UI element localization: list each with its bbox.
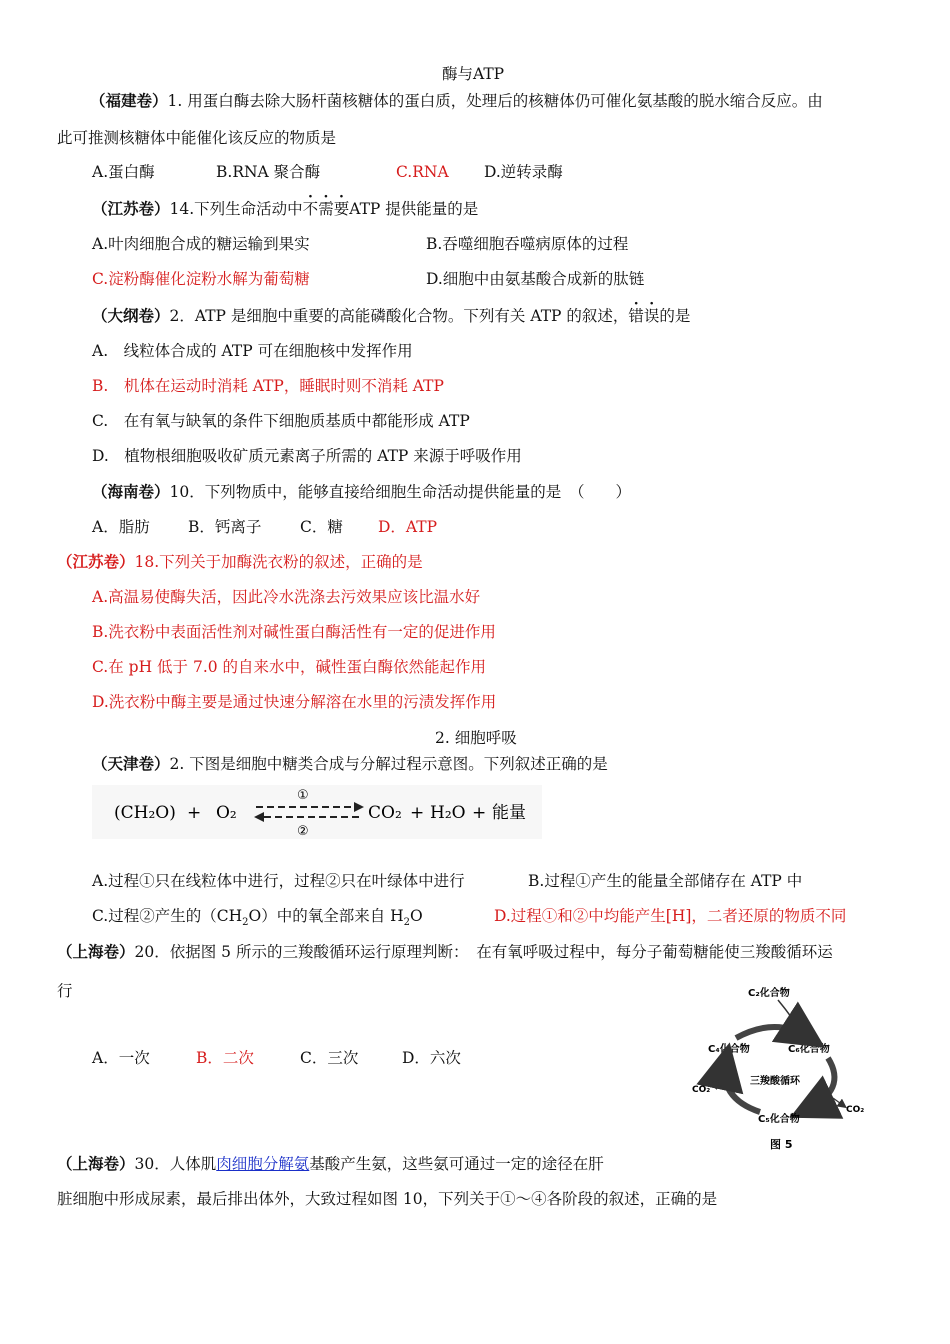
- equation-term: (CH₂O): [114, 803, 176, 823]
- question-source: （上海卷）: [57, 1154, 135, 1173]
- c2-label: C₂化合物: [748, 988, 790, 999]
- option-a-answer: A.高温易使酶失活，因此冷水洗涤去污效果应该比温水好: [92, 588, 481, 606]
- c6-label: C₆化合物: [788, 1044, 830, 1055]
- equation-plus: +: [410, 803, 425, 823]
- question-source: （上海卷）: [57, 942, 135, 961]
- option-c: C. 在有氧与缺氧的条件下细胞质基质中都能形成 ATP: [92, 412, 470, 430]
- cycle-arrow-top: [736, 1027, 810, 1038]
- option-c: [92, 906, 423, 933]
- question-7-line1: [57, 942, 833, 962]
- question-8-line2: 脏细胞中形成尿素，最后排出体外，大致过程如图 10，下列关于①～④各阶段的叙述，正确的是: [57, 1190, 718, 1208]
- figure-caption: 图 5: [770, 1138, 793, 1151]
- question-5-line: [57, 552, 423, 572]
- option-a: A. 线粒体合成的 ATP 可在细胞核中发挥作用: [92, 342, 413, 360]
- equation-term: CO₂: [368, 803, 402, 823]
- question-1-line1: [90, 91, 823, 111]
- co2-left-label: CO₂: [692, 1085, 711, 1095]
- question-source: （海南卷）: [92, 482, 170, 501]
- c5-label: C₅化合物: [758, 1114, 800, 1125]
- question-text: 10．下列物质中，能够直接给细胞生命活动提供能量的是 （ ）: [169, 483, 631, 501]
- option-d-answer: D．ATP: [378, 518, 438, 536]
- option-a: A.叶肉细胞合成的糖运输到果实: [92, 235, 310, 253]
- hyperlink-text[interactable]: 肉细胞分解氨: [216, 1155, 310, 1173]
- question-text: 30．人体肌: [134, 1155, 217, 1173]
- option-a: A.蛋白酶: [92, 163, 155, 181]
- option-c-answer: C.淀粉酶催化淀粉水解为葡萄糖: [92, 270, 310, 288]
- option-c-answer: C.RNA: [396, 163, 449, 181]
- equation-term: 能量: [492, 803, 526, 823]
- section-title: 2. 细胞呼吸: [435, 729, 517, 747]
- equation-plus: +: [472, 803, 487, 823]
- page-title: 酶与ATP: [442, 65, 505, 83]
- question-text: 18.下列关于加酶洗衣粉的叙述，正确的是: [134, 553, 423, 571]
- emphasis-char: 错: [628, 307, 644, 325]
- option-d-answer: D.过程①和②中均能产生[H]，二者还原的物质不同: [494, 907, 847, 925]
- option-b-answer: B．二次: [196, 1049, 254, 1067]
- question-text: 14.下列生命活动中: [169, 200, 303, 218]
- emphasis-char: 需: [318, 200, 334, 218]
- co2-right-arrow: [833, 1098, 844, 1106]
- option-c-answer: C.在 pH 低于 7.0 的自来水中，碱性蛋白酶依然能起作用: [92, 658, 487, 676]
- question-8-line1: [57, 1154, 604, 1174]
- option-b-answer: B.洗衣粉中表面活性剂对碱性蛋白酶活性有一定的促进作用: [92, 623, 496, 641]
- option-b: B.吞噬细胞吞噬病原体的过程: [426, 235, 629, 253]
- option-d: D.逆转录酶: [484, 163, 563, 181]
- question-source: （江苏卷）: [92, 199, 170, 218]
- co2-left-arrow: [712, 1084, 722, 1086]
- question-2-line: [92, 199, 478, 219]
- question-text-tail: 基酸产生氨，这些氨可通过一定的途径在肝: [309, 1155, 604, 1173]
- cycle-center-label: 三羧酸循环: [750, 1076, 800, 1087]
- equation-plus: +: [187, 803, 202, 823]
- option-a: A.过程①只在线粒体中进行，过程②只在叶绿体中进行: [92, 872, 465, 890]
- option-d: D．六次: [402, 1049, 461, 1067]
- question-3-line: [92, 306, 690, 326]
- option-c: C．三次: [300, 1049, 359, 1067]
- question-text-tail: ATP 提供能量的是: [349, 200, 479, 218]
- option-b-answer: B. 机体在运动时消耗 ATP，睡眠时则不消耗 ATP: [92, 377, 444, 395]
- question-text: 1. 用蛋白酶去除大肠杆菌核糖体的蛋白质，处理后的核糖体仍可催化氨基酸的脱水缩合反应。由: [167, 92, 823, 110]
- question-source: （江苏卷）: [57, 552, 135, 571]
- question-text-tail: 的是: [659, 307, 691, 325]
- option-d: D.细胞中由氨基酸合成新的肽链: [426, 270, 645, 288]
- emphasis-char: 要: [333, 200, 350, 218]
- option-a: A．一次: [92, 1049, 150, 1067]
- tca-cycle-figure: [688, 980, 878, 1155]
- c2-input-arrow: [778, 1000, 796, 1024]
- option-a: A．脂肪: [92, 518, 150, 536]
- option-text: C.过程②产生的（CH: [92, 907, 243, 925]
- subscript: 2: [242, 917, 249, 929]
- cycle-arrow-right: [806, 1058, 834, 1110]
- option-d: D. 植物根细胞吸收矿质元素离子所需的 ATP 来源于呼吸作用: [92, 447, 522, 465]
- emphasis-char: 误: [643, 307, 660, 325]
- question-4-line: [92, 482, 631, 502]
- question-6-line: [92, 754, 608, 774]
- reaction-equation-figure: [92, 785, 542, 839]
- option-b: B．钙离子: [188, 518, 262, 536]
- question-source: （天津卷）: [92, 754, 170, 773]
- option-b: B.过程①产生的能量全部储存在 ATP 中: [528, 872, 803, 890]
- c4-label: C₄化合物: [708, 1044, 750, 1055]
- question-source: （大纲卷）: [92, 306, 170, 325]
- question-text: 20．依据图 5 所示的三羧酸循环运行原理判断： 在有氧呼吸过程中，每分子葡萄糖能使三羧酸循环运: [134, 943, 833, 961]
- option-d-answer: D.洗衣粉中酶主要是通过快速分解溶在水里的污渍发挥作用: [92, 693, 497, 711]
- option-text: O: [410, 907, 423, 925]
- question-text: 2．ATP 是细胞中重要的高能磷酸化合物。下列有关 ATP 的叙述，: [169, 307, 629, 325]
- option-b: B.RNA 聚合酶: [216, 163, 321, 181]
- emphasis-char: 不: [302, 200, 319, 218]
- equation-term: O₂: [216, 803, 237, 823]
- process-1-mark: ①: [297, 788, 309, 803]
- subscript: 2: [403, 917, 411, 929]
- process-2-mark: ②: [297, 824, 309, 839]
- option-text: O）中的氧全部来自 H: [248, 907, 404, 925]
- question-7-line2: 行: [57, 982, 73, 1000]
- question-text: 2. 下图是细胞中糖类合成与分解过程示意图。下列叙述正确的是: [169, 755, 608, 773]
- equation-term: H₂O: [430, 803, 466, 823]
- co2-right-label: CO₂: [846, 1105, 865, 1115]
- question-source: （福建卷）: [90, 91, 168, 110]
- question-1-line2: 此可推测核糖体中能催化该反应的物质是: [57, 129, 337, 147]
- option-c: C．糖: [300, 518, 343, 536]
